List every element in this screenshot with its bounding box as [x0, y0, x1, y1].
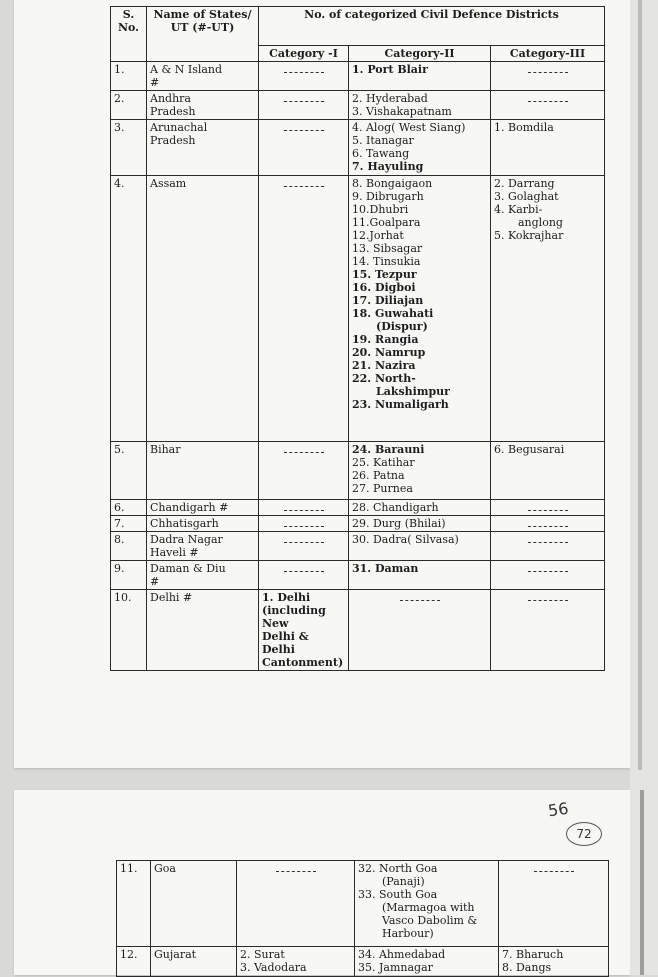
civil-defence-table-page-2 — [116, 860, 609, 977]
cell-line: 10.Dhubri — [352, 203, 409, 216]
state-name-cell — [147, 91, 259, 120]
cell-line: 33. South Goa — [358, 888, 438, 901]
category-3-cell — [491, 442, 605, 500]
category-2-cell — [355, 947, 499, 977]
header-category-3: Category-III — [491, 46, 605, 62]
serial-number-cell: 5. — [111, 442, 147, 500]
header-main: No. of categorized Civil Defence Districts — [259, 7, 605, 46]
cell-line: 1. Port Blair — [352, 63, 428, 76]
cell-line: 5. Itanagar — [352, 134, 414, 147]
cell-line: Andhra — [150, 92, 191, 105]
cell-line: 7. Hayuling — [352, 160, 424, 173]
cell-line: 34. Ahmedabad — [358, 948, 446, 961]
cell-line: Goa — [154, 862, 176, 875]
cell-line: 12.Jorhat — [352, 229, 404, 242]
empty-dash — [528, 510, 568, 511]
cell-line: 1. Bomdila — [494, 121, 554, 134]
empty-dash — [284, 526, 324, 527]
serial-number-cell: 7. — [111, 516, 147, 532]
category-2-cell — [349, 176, 491, 442]
table-row — [117, 861, 609, 947]
state-name-cell — [147, 120, 259, 176]
cell-line: 6. Tawang — [352, 147, 410, 160]
cell-line: 20. Namrup — [352, 346, 426, 359]
category-2-cell — [349, 442, 491, 500]
category-3-cell — [491, 532, 605, 561]
category-1-cell — [259, 500, 349, 516]
category-3-cell — [499, 947, 609, 977]
page-edge — [630, 0, 658, 975]
table-body-page-1 — [111, 62, 605, 671]
category-2-cell — [349, 561, 491, 590]
cell-line: 8. Dangs — [502, 961, 552, 974]
cell-line: 2. Surat — [240, 948, 285, 961]
cell-line: 31. Daman — [352, 562, 419, 575]
category-3-cell — [499, 861, 609, 947]
cell-line: 7. Bharuch — [502, 948, 564, 961]
category-3-cell — [491, 176, 605, 442]
category-3-cell — [491, 516, 605, 532]
handwritten-page-mark: 56 — [546, 798, 570, 821]
empty-dash — [528, 101, 568, 102]
empty-dash — [284, 130, 324, 131]
empty-dash — [284, 72, 324, 73]
table-row — [111, 442, 605, 500]
table-row — [111, 120, 605, 176]
table-row — [111, 176, 605, 442]
cell-line: 2. Hyderabad — [352, 92, 428, 105]
cell-line: 21. Nazira — [352, 359, 416, 372]
state-name-cell — [151, 861, 237, 947]
category-2-cell — [349, 500, 491, 516]
category-1-cell — [259, 516, 349, 532]
state-name-cell — [147, 590, 259, 671]
table-body-page-2 — [117, 861, 609, 977]
cell-line: 6. Begusarai — [494, 443, 565, 456]
empty-dash — [400, 600, 440, 601]
table-row — [111, 62, 605, 91]
state-name-cell — [151, 947, 237, 977]
empty-dash — [528, 571, 568, 572]
serial-number-cell: 1. — [111, 62, 147, 91]
state-name-cell — [147, 500, 259, 516]
cell-line: Haveli # — [150, 546, 199, 559]
cell-line: 4. Karbi- — [494, 203, 543, 216]
cell-line: 24. Barauni — [352, 443, 425, 456]
cell-line: Harbour) — [382, 927, 434, 940]
cell-line: 9. Dibrugarh — [352, 190, 424, 203]
serial-number-cell: 9. — [111, 561, 147, 590]
empty-dash — [284, 452, 324, 453]
cell-line: 3. Golaghat — [494, 190, 559, 203]
cell-line: Lakshimpur — [376, 385, 450, 398]
cell-line: 35. Jamnagar — [358, 961, 433, 974]
category-2-cell — [349, 91, 491, 120]
empty-dash — [534, 871, 574, 872]
cell-line: 27. Purnea — [352, 482, 413, 495]
cell-line: 5. Kokrajhar — [494, 229, 564, 242]
cell-line: 3. Vadodara — [240, 961, 307, 974]
empty-dash — [284, 186, 324, 187]
cell-line: Delhi # — [150, 591, 193, 604]
page-edge-2 — [640, 790, 644, 975]
cell-line: Assam — [150, 177, 187, 190]
category-3-cell — [491, 590, 605, 671]
cell-line: Vasco Dabolim & — [382, 914, 478, 927]
cell-line: # — [150, 575, 160, 588]
circled-page-number: 72 — [566, 822, 602, 846]
category-1-cell — [259, 91, 349, 120]
serial-number-cell: 10. — [111, 590, 147, 671]
empty-dash — [284, 101, 324, 102]
category-2-cell — [349, 62, 491, 91]
cell-line: 18. Guwahati — [352, 307, 434, 320]
category-1-cell — [237, 947, 355, 977]
table-row — [117, 947, 609, 977]
cell-line: 22. North- — [352, 372, 416, 385]
state-name-cell — [147, 176, 259, 442]
table-row — [111, 516, 605, 532]
cell-line: Chhatisgarh — [150, 517, 219, 530]
category-1-cell — [259, 120, 349, 176]
cell-line: 8. Bongaigaon — [352, 177, 433, 190]
category-2-cell — [349, 532, 491, 561]
cell-line: Daman & Diu — [150, 562, 226, 575]
cell-line: # — [150, 76, 160, 89]
cell-line: 29. Durg (Bhilai) — [352, 517, 446, 530]
table-row — [111, 532, 605, 561]
cell-line: Cantonment) — [262, 656, 344, 669]
category-2-cell — [349, 120, 491, 176]
serial-number-cell: 6. — [111, 500, 147, 516]
category-2-cell — [349, 590, 491, 671]
serial-number-cell: 2. — [111, 91, 147, 120]
cell-line: Bihar — [150, 443, 181, 456]
empty-dash — [528, 72, 568, 73]
cell-line: 30. Dadra( Silvasa) — [352, 533, 459, 546]
serial-number-cell: 3. — [111, 120, 147, 176]
category-2-cell — [349, 516, 491, 532]
table-row — [111, 590, 605, 671]
cell-line: 2. Darrang — [494, 177, 555, 190]
cell-line: Delhi & Delhi — [262, 630, 309, 656]
cell-line: Dadra Nagar — [150, 533, 223, 546]
cell-line: 25. Katihar — [352, 456, 415, 469]
cell-line: 28. Chandigarh — [352, 501, 439, 514]
cell-line: Pradesh — [150, 105, 196, 118]
state-name-cell — [147, 62, 259, 91]
category-2-cell — [355, 861, 499, 947]
serial-number-cell: 8. — [111, 532, 147, 561]
state-name-cell — [147, 442, 259, 500]
header-category-1: Category -I — [259, 46, 349, 62]
cell-line: A & N Island — [150, 63, 223, 76]
category-1-cell — [259, 442, 349, 500]
category-1-cell — [259, 561, 349, 590]
state-name-cell — [147, 516, 259, 532]
empty-dash — [528, 600, 568, 601]
table-row — [111, 500, 605, 516]
cell-line: 15. Tezpur — [352, 268, 417, 281]
cell-line: (including New — [262, 604, 326, 630]
empty-dash — [276, 871, 316, 872]
cell-line: 14. Tinsukia — [352, 255, 421, 268]
cell-line: 16. Digboi — [352, 281, 416, 294]
cell-line: 23. Numaligarh — [352, 398, 449, 411]
cell-line: 32. North Goa — [358, 862, 438, 875]
cell-line: 17. Diliajan — [352, 294, 424, 307]
civil-defence-table-page-1 — [110, 6, 605, 671]
header-category-2: Category-II — [349, 46, 491, 62]
empty-dash — [284, 510, 324, 511]
table-row — [111, 561, 605, 590]
cell-line: Pradesh — [150, 134, 196, 147]
empty-dash — [284, 571, 324, 572]
state-name-cell — [147, 561, 259, 590]
cell-line: 26. Patna — [352, 469, 405, 482]
table-row — [111, 91, 605, 120]
category-3-cell — [491, 62, 605, 91]
cell-line: 4. Alog( West Siang) — [352, 121, 466, 134]
header-state: Name of States/ UT (#-UT) — [147, 7, 259, 62]
cell-line: (Dispur) — [376, 320, 428, 333]
header-sno: S. No. — [111, 7, 147, 62]
cell-line: Chandigarh # — [150, 501, 229, 514]
cell-line: 11.Goalpara — [352, 216, 421, 229]
cell-line: 1. Delhi — [262, 591, 311, 604]
empty-dash — [284, 542, 324, 543]
category-3-cell — [491, 500, 605, 516]
category-1-cell — [259, 176, 349, 442]
category-1-cell — [259, 62, 349, 91]
cell-line: 13. Sibsagar — [352, 242, 423, 255]
cell-line: 3. Vishakapatnam — [352, 105, 452, 118]
empty-dash — [528, 526, 568, 527]
cell-line: Gujarat — [154, 948, 197, 961]
category-1-cell — [259, 532, 349, 561]
cell-line: Arunachal — [150, 121, 208, 134]
serial-number-cell: 4. — [111, 176, 147, 442]
cell-line: 19. Rangia — [352, 333, 419, 346]
serial-number-cell: 11. — [117, 861, 151, 947]
category-1-cell — [259, 590, 349, 671]
category-3-cell — [491, 561, 605, 590]
category-3-cell — [491, 120, 605, 176]
empty-dash — [528, 542, 568, 543]
cell-line: (Panaji) — [382, 875, 425, 888]
category-1-cell — [237, 861, 355, 947]
serial-number-cell: 12. — [117, 947, 151, 977]
state-name-cell — [147, 532, 259, 561]
cell-line: anglong — [518, 216, 563, 229]
cell-line: (Marmagoa with — [382, 901, 475, 914]
category-3-cell — [491, 91, 605, 120]
